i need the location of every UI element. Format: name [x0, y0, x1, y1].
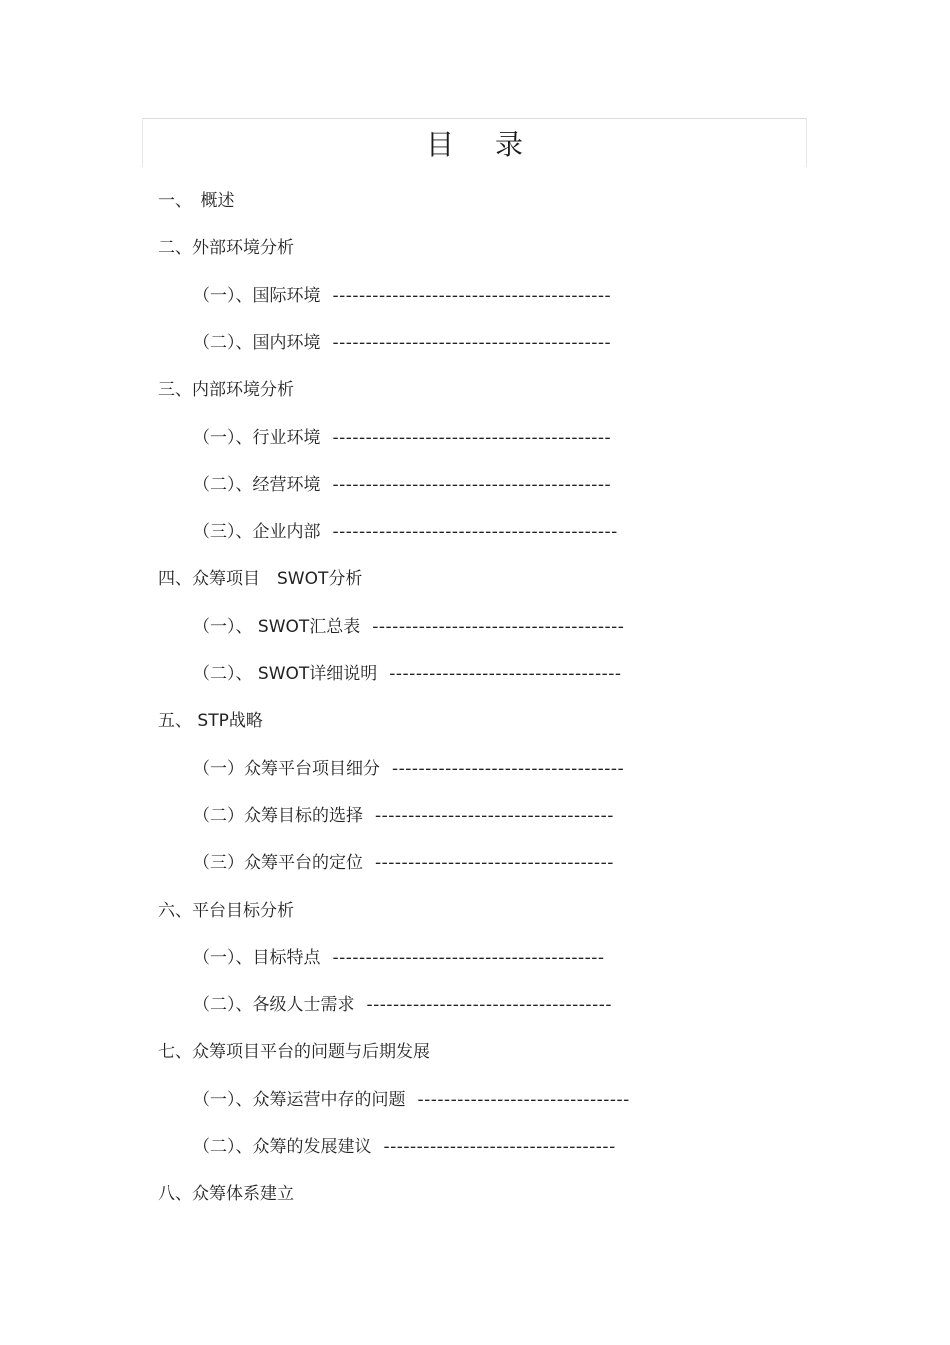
- toc-subheading[interactable]: [193, 946, 605, 970]
- toc-dot-leader: --------------------------------------: [372, 617, 625, 637]
- toc-entry-text: （三）众筹平台的定位: [193, 853, 363, 873]
- toc-entry-text: （一）众筹平台项目细分: [193, 759, 380, 779]
- toc-dot-leader: -----------------------------------------: [332, 948, 605, 968]
- toc-subheading[interactable]: [193, 804, 614, 828]
- toc-dot-leader: -----------------------------------: [392, 759, 625, 779]
- toc-entry-text: （一）、目标特点: [193, 948, 321, 968]
- toc-dot-leader: -----------------------------------: [383, 1137, 616, 1157]
- toc-heading[interactable]: [158, 189, 235, 213]
- toc-entry-text: （一）、行业环境: [193, 428, 321, 448]
- toc-entry-text: （二）、国内环境: [193, 333, 321, 353]
- toc-heading[interactable]: [158, 567, 362, 591]
- toc-entry-text: （二）、各级人士需求: [193, 995, 355, 1015]
- toc-entry-text: 四、众筹项目 SWOT分析: [158, 569, 363, 589]
- toc-subheading[interactable]: [193, 473, 611, 497]
- toc-dot-leader: -------------------------------------: [366, 995, 612, 1015]
- toc-entry-text: 五、 STP战略: [158, 711, 263, 731]
- toc-dot-leader: ------------------------------------------: [332, 286, 612, 306]
- toc-subheading[interactable]: [193, 1088, 630, 1112]
- toc-subheading[interactable]: [193, 757, 624, 781]
- toc-heading[interactable]: [158, 236, 294, 260]
- toc-entry-text: （一）、众筹运营中存的问题: [193, 1090, 406, 1110]
- toc-subheading[interactable]: [193, 520, 618, 544]
- toc-subheading[interactable]: [193, 662, 621, 686]
- toc-entry-text: 三、内部环境分析: [158, 380, 294, 400]
- toc-subheading[interactable]: [193, 993, 612, 1017]
- toc-dot-leader: ------------------------------------: [375, 806, 614, 826]
- toc-entry-text: 二、外部环境分析: [158, 238, 294, 258]
- toc-dot-leader: -----------------------------------: [389, 664, 622, 684]
- toc-entry-text: 八、众筹体系建立: [158, 1184, 294, 1204]
- toc-heading[interactable]: [158, 1040, 430, 1064]
- toc-dot-leader: ------------------------------------------: [332, 475, 612, 495]
- toc-subheading[interactable]: [193, 1135, 616, 1159]
- toc-entry-text: （二）众筹目标的选择: [193, 806, 363, 826]
- toc-subheading[interactable]: [193, 851, 614, 875]
- toc-dot-leader: ------------------------------------------: [332, 428, 612, 448]
- toc-entry-text: （一）、国际环境: [193, 286, 321, 306]
- page-title: 目 录: [426, 128, 539, 161]
- toc-heading[interactable]: [158, 378, 294, 402]
- toc-entry-text: （二）、 SWOT详细说明: [193, 664, 378, 684]
- toc-dot-leader: ------------------------------------: [375, 853, 614, 873]
- toc-subheading[interactable]: [193, 615, 624, 639]
- toc-entry-text: （二）、经营环境: [193, 475, 321, 495]
- toc-entry-text: （三）、企业内部: [193, 522, 321, 542]
- toc-entry-text: （二）、众筹的发展建议: [193, 1137, 372, 1157]
- toc-entry-text: 六、平台目标分析: [158, 901, 294, 921]
- toc-entry-text: 一、 概述: [158, 191, 235, 211]
- toc-heading[interactable]: [158, 1182, 294, 1206]
- toc-subheading[interactable]: [193, 284, 611, 308]
- toc-entry-text: （一）、 SWOT汇总表: [193, 617, 361, 637]
- toc-dot-leader: ------------------------------------------: [332, 333, 612, 353]
- toc-subheading[interactable]: [193, 331, 611, 355]
- toc-dot-leader: --------------------------------: [417, 1090, 630, 1110]
- toc-subheading[interactable]: [193, 426, 611, 450]
- toc-heading[interactable]: [158, 709, 263, 733]
- toc-heading[interactable]: [158, 899, 294, 923]
- toc-dot-leader: -------------------------------------------: [332, 522, 618, 542]
- toc-entry-text: 七、众筹项目平台的问题与后期发展: [158, 1042, 430, 1062]
